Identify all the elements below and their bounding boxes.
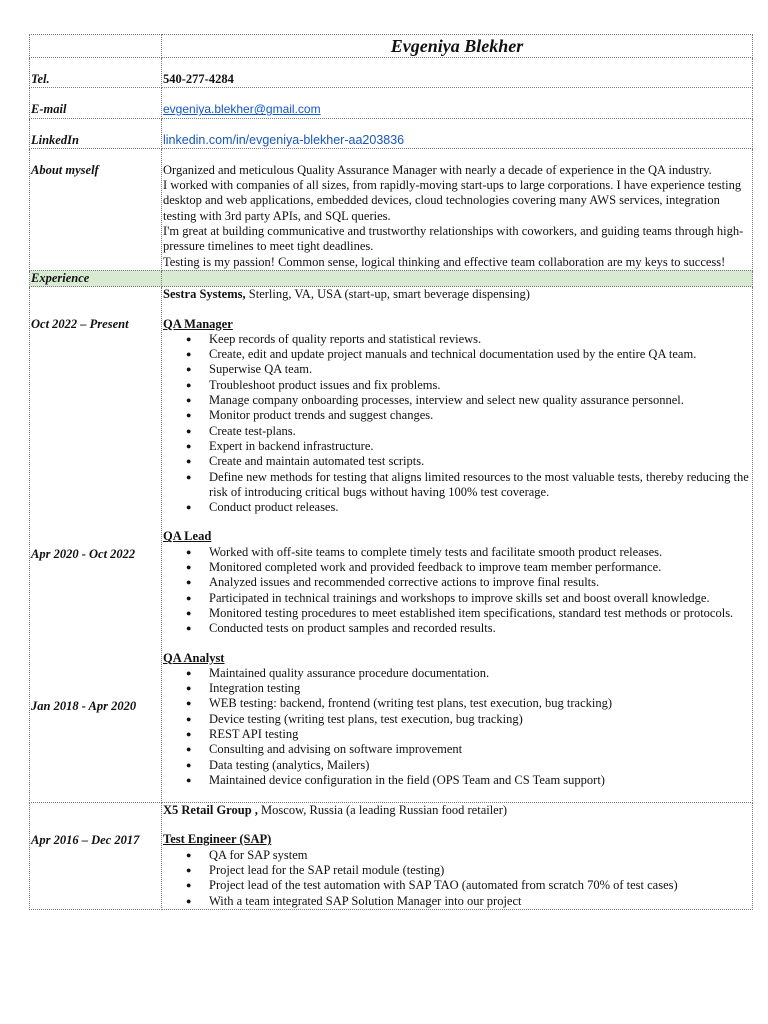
about-paragraph: I worked with companies of all sizes, from rapidly-moving start-ups to large corporations. I have experience testing desktop and web applications, embedded devices, cloud technologies covering many AWS services, integration testing with 3rd party APIs, and SQL queries.	[163, 178, 742, 223]
experience-band	[162, 270, 753, 286]
role-title: QA Manager	[163, 316, 233, 331]
list-item: ● Analyzed issues and recommended corrective actions to improve final results.	[209, 575, 751, 590]
list-item: ● Maintained quality assurance procedure documentation.	[209, 666, 751, 681]
role-title: QA Lead	[163, 529, 212, 544]
linkedin-cell	[162, 118, 753, 148]
list-item: ● Worked with off-site teams to complete timely tests and facilitate smooth product releases.	[209, 545, 751, 560]
list-item: ● Conduct product releases.	[209, 500, 751, 515]
role-bullets	[163, 332, 751, 516]
linkedin-row	[30, 118, 753, 148]
list-item: ● Monitored completed work and provided feedback to improve team member performance.	[209, 560, 751, 575]
email-label: E-mail	[30, 88, 162, 118]
linkedin-label: LinkedIn	[30, 118, 162, 148]
list-item: ● Monitored testing procedures to meet established item specifications, standard test methods or protocols.	[209, 606, 751, 621]
list-item: ● Superwise QA team.	[209, 362, 751, 377]
email-cell	[162, 88, 753, 118]
company-block	[30, 803, 753, 910]
resume-table	[29, 34, 753, 910]
company-name: X5 Retail Group ,	[163, 803, 258, 818]
role-bullets	[163, 545, 751, 637]
list-item: ● Monitor product trends and suggest changes.	[209, 408, 751, 423]
company-block	[30, 287, 753, 803]
list-item: ● Manage company onboarding processes, interview and select new quality assurance personnel.	[209, 393, 751, 408]
list-item: ● Consulting and advising on software improvement	[209, 742, 751, 757]
list-item: ● Participated in technical trainings and workshops to improve skills set and boost overall knowledge.	[209, 591, 751, 606]
company-info: Sterling, VA, USA (start-up, smart beverage dispensing)	[245, 287, 530, 302]
period-column	[30, 287, 162, 803]
list-item: ● QA for SAP system	[209, 848, 751, 863]
list-item: ● Project lead of the test automation with SAP TAO (automated from scratch 70% of test cases)	[209, 878, 751, 893]
list-item: ● Create test-plans.	[209, 424, 751, 439]
name-label-cell	[30, 35, 162, 58]
tel-label: Tel.	[30, 58, 162, 88]
list-item: ● Conducted tests on product samples and recorded results.	[209, 621, 751, 636]
company-line	[163, 287, 751, 302]
list-item: ● Device testing (writing test plans, test execution, bug tracking)	[209, 712, 751, 727]
name-row	[30, 35, 753, 58]
period-column	[30, 803, 162, 910]
list-item: ● Maintained device configuration in the field (OPS Team and CS Team support)	[209, 773, 751, 788]
role-period: Apr 2020 - Oct 2022	[31, 546, 136, 561]
email-link[interactable]: evgeniya.blekher@gmail.com	[163, 102, 321, 117]
list-item: ● Expert in backend infrastructure.	[209, 439, 751, 454]
experience-label: Experience	[30, 270, 162, 286]
role-bullets	[163, 848, 751, 909]
linkedin-link[interactable]: linkedin.com/in/evgeniya-blekher-aa203836	[163, 132, 405, 147]
role-period: Oct 2022 – Present	[31, 317, 129, 332]
about-paragraph: Testing is my passion! Common sense, logical thinking and effective team collaboration are my keys to success!	[163, 254, 726, 269]
tel-row	[30, 58, 753, 88]
list-item: ● With a team integrated SAP Solution Manager into our project	[209, 894, 751, 909]
role-period: Jan 2018 - Apr 2020	[31, 698, 137, 713]
list-item: ● Create, edit and update project manuals and technical documentation used by the entire QA team.	[209, 347, 751, 362]
list-item: ● Troubleshoot product issues and fix problems.	[209, 378, 751, 393]
tel-value: 540-277-4284	[162, 58, 753, 88]
role-title: Test Engineer (SAP)	[163, 832, 272, 847]
about-paragraph: I'm great at building communicative and trustworthy relationships with coworkers, and guiding teams through high-pressure timelines to meet tight deadlines.	[163, 224, 744, 254]
list-item: ● Define new methods for testing that aligns limited resources to the most valuable tests, thereby reducing the risk of introducing critical bugs without having 100% test coverage.	[209, 470, 751, 501]
experience-section-row	[30, 270, 753, 286]
list-item: ● Data testing (analytics, Mailers)	[209, 758, 751, 773]
about-row	[30, 148, 753, 270]
list-item: ● Keep records of quality reports and statistical reviews.	[209, 332, 751, 347]
resume-name: Evgeniya Blekher	[162, 35, 753, 58]
role-bullets	[163, 666, 751, 788]
company-details	[162, 803, 753, 910]
company-line	[163, 803, 751, 818]
company-details	[162, 287, 753, 803]
list-item: ● Integration testing	[209, 681, 751, 696]
about-label: About myself	[30, 148, 162, 270]
company-name: Sestra Systems,	[163, 287, 246, 302]
list-item: ● Create and maintain automated test scripts.	[209, 454, 751, 469]
list-item: ● REST API testing	[209, 727, 751, 742]
company-info: Moscow, Russia (a leading Russian food retailer)	[257, 803, 508, 818]
list-item: ● Project lead for the SAP retail module (testing)	[209, 863, 751, 878]
about-text	[162, 148, 753, 270]
about-paragraph: Organized and meticulous Quality Assurance Manager with nearly a decade of experience in the QA industry.	[163, 162, 712, 177]
role-title: QA Analyst	[163, 650, 225, 665]
resume-sheet	[29, 34, 750, 910]
role-period: Apr 2016 – Dec 2017	[31, 833, 140, 848]
list-item: ● WEB testing: backend, frontend (writing test plans, test execution, bug tracking)	[209, 696, 751, 711]
email-row	[30, 88, 753, 118]
